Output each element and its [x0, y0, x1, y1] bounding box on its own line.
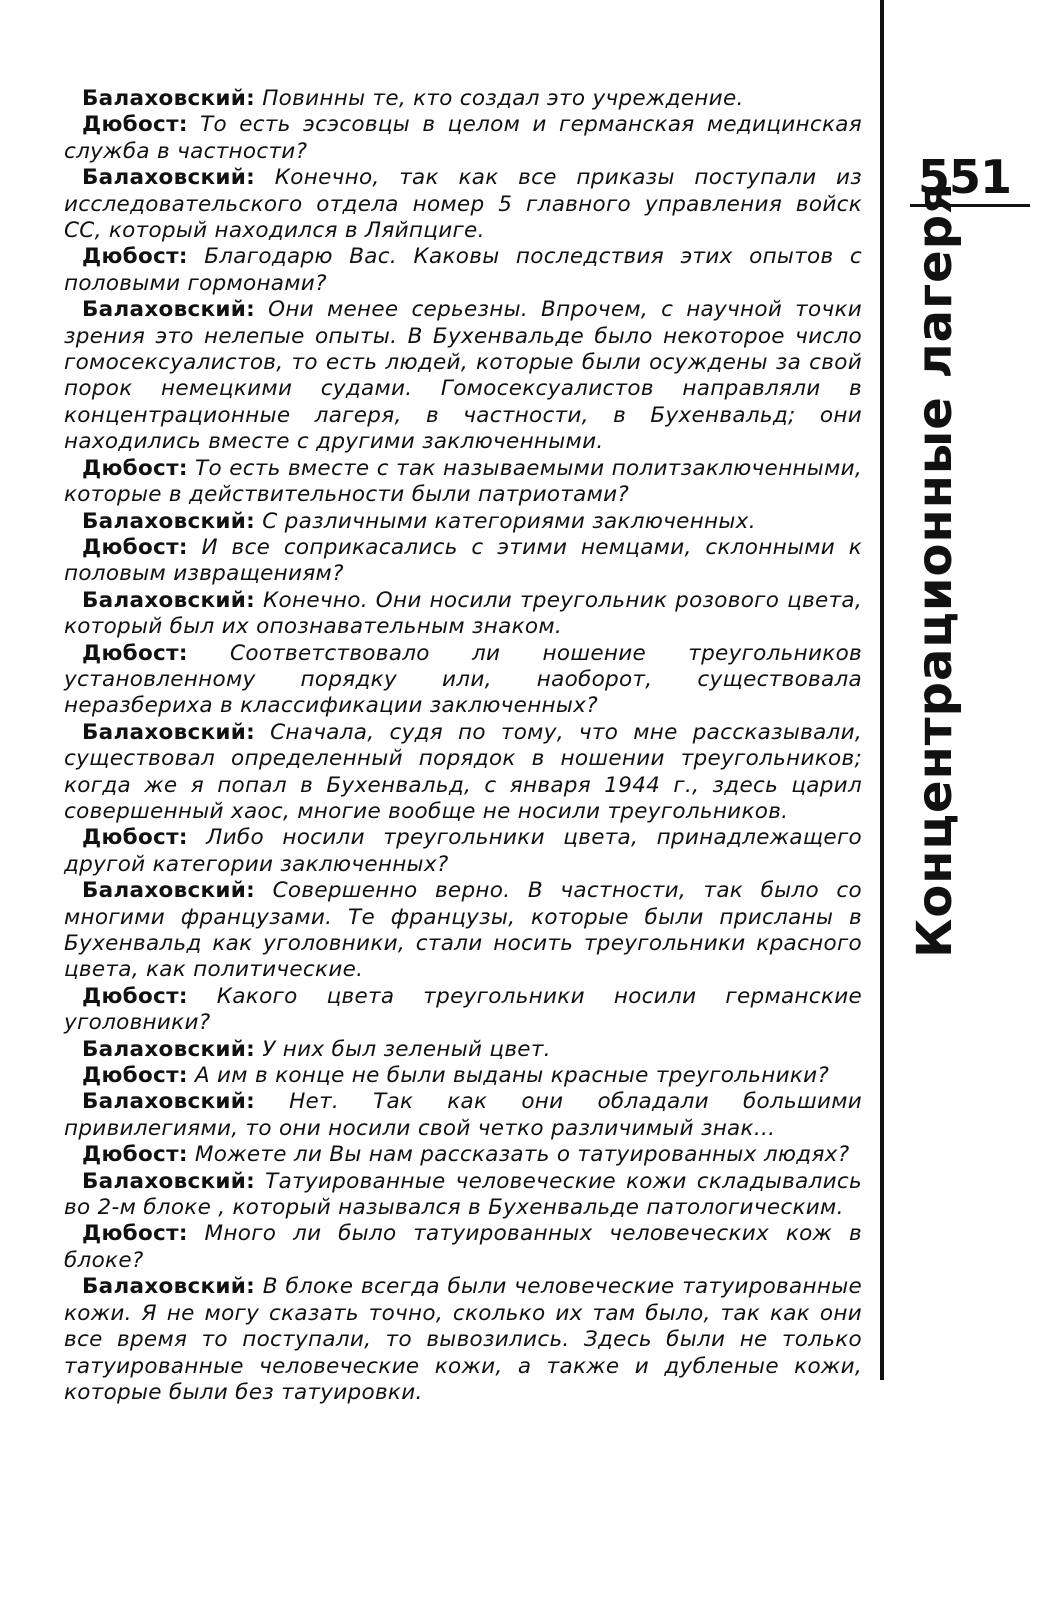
- dialogue-paragraph: [64, 1274, 862, 1406]
- running-head: Концентрационные лагеря: [907, 182, 963, 958]
- speaker-name: Балаховский:: [82, 1089, 256, 1115]
- speaker-name: Балаховский:: [82, 1168, 256, 1194]
- speech-text: Конечно. Они носили треугольник розового цвета, который был их опознавательным знаком.: [64, 587, 863, 640]
- speech-text: Либо носили треугольники цвета, принадлежащего другой категории заключенных?: [64, 825, 862, 877]
- speaker-name: Дюбост:: [82, 112, 188, 138]
- dialogue-paragraph: [64, 165, 862, 244]
- dialogue-paragraph: [64, 1142, 862, 1168]
- speaker-name: Дюбост:: [82, 640, 188, 666]
- speaker-name: Дюбост:: [82, 1142, 188, 1168]
- speech-text: Повинны те, кто создал это учреждение.: [262, 86, 744, 111]
- speaker-name: Балаховский:: [82, 1274, 256, 1300]
- dialogue-paragraph: [64, 244, 862, 297]
- speaker-name: Дюбост:: [82, 825, 188, 851]
- dialogue-paragraph: [64, 456, 862, 509]
- speaker-name: Балаховский:: [82, 508, 256, 534]
- speech-text: Благодарю Вас. Каковы последствия этих опытов с половыми гормонами?: [64, 244, 863, 296]
- dialogue-paragraph: [64, 878, 862, 984]
- speaker-name: Дюбост:: [82, 1063, 188, 1089]
- speaker-name: Дюбост:: [82, 534, 188, 560]
- speaker-name: Дюбост:: [82, 455, 188, 481]
- speaker-name: Дюбост:: [82, 244, 188, 270]
- speech-text: Нет. Так как они обладали большими привилегиями, то они носили свой четко различимый знак...: [64, 1089, 863, 1141]
- speech-text: Совершенно верно. В частности, так было со многими французами. Те французы, которые были присланы в Бухенвальд как уголовники, стали носить треугольники красного цвета, как политические.: [64, 878, 862, 983]
- speaker-name: Балаховский:: [82, 297, 256, 323]
- dialogue-paragraph: [64, 1221, 862, 1274]
- speech-text: То есть вместе с так называемыми политзаключенными, которые в действительности были патриотами?: [64, 455, 862, 508]
- dialogue-paragraph: [64, 825, 862, 878]
- speech-text: И все соприкасались с этими немцами, склонными к половым извращениям?: [64, 534, 862, 587]
- speech-text: То есть эсэсовцы в целом и германская медицинская служба в частности?: [64, 112, 862, 164]
- dialogue-paragraph: [64, 1063, 862, 1089]
- dialogue-paragraph: [64, 641, 862, 720]
- dialogue-paragraph: [64, 112, 862, 165]
- speaker-name: Балаховский:: [82, 1036, 256, 1062]
- speaker-name: Балаховский:: [82, 878, 256, 904]
- dialogue-paragraph: [64, 1037, 862, 1063]
- speech-text: Много ли было татуированных человеческих кож в блоке?: [64, 1221, 862, 1273]
- speaker-name: Балаховский:: [82, 86, 256, 111]
- speaker-name: Балаховский:: [82, 587, 256, 613]
- speech-text: С различными категориями заключенных.: [262, 508, 756, 534]
- speech-text: Татуированные человеческие кожи складывались во 2-м блоке , который назывался в Бухенвальде патологическим.: [64, 1168, 862, 1221]
- speech-text: Они менее серьезны. Впрочем, с научной точки зрения это нелепые опыты. В Бухенвальде было некоторое число гомосексуалистов, то есть людей, которые были осуждены за свой порок немецкими судами. Гомосексуалистов направляли в концентрационные лагеря, в частности, в Бухенвальд; они находились вместе с другими заключенными.: [64, 297, 863, 455]
- dialogue-paragraph: [64, 720, 862, 826]
- dialogue-paragraph: [64, 588, 862, 641]
- speech-text: А им в конце не были выданы красные треугольники?: [194, 1063, 830, 1089]
- speech-text: Какого цвета треугольники носили германские уголовники?: [64, 983, 862, 1036]
- vertical-divider: [880, 0, 884, 1380]
- speech-text: В блоке всегда были человеческие татуированные кожи. Я не могу сказать точно, сколько их там было, так как они все время то поступали, то вывозились. Здесь были не только татуированные человеческие кожи, а также и дубленые кожи, которые были без татуировки.: [64, 1274, 863, 1405]
- dialogue-paragraph: [64, 535, 862, 588]
- speech-text: Можете ли Вы нам рассказать о татуированных людях?: [194, 1142, 850, 1168]
- transcript-body: [64, 86, 862, 1406]
- dialogue-paragraph: [64, 297, 862, 455]
- dialogue-paragraph: [64, 1169, 862, 1222]
- speaker-name: Балаховский:: [82, 719, 256, 745]
- speech-text: Сначала, судя по тому, что мне рассказывали, существовал определенный порядок в ношении треугольников; когда же я попал в Бухенвальд, с января 1944 г., здесь царил совершенный хаос, многие вообще не носили треугольников.: [64, 719, 863, 824]
- speech-text: Соответствовало ли ношение треугольников установленному порядку или, наоборот, существовала неразбериха в классификации заключенных?: [64, 640, 862, 719]
- dialogue-paragraph: [64, 1089, 862, 1142]
- speech-text: Конечно, так как все приказы поступали из исследовательского отдела номер 5 главного управления войск СС, который находился в Ляйпциге.: [64, 165, 862, 244]
- speaker-name: Балаховский:: [82, 165, 256, 191]
- dialogue-paragraph: [64, 509, 862, 535]
- speaker-name: Дюбост:: [82, 983, 188, 1009]
- speech-text: У них был зеленый цвет.: [262, 1036, 551, 1062]
- speaker-name: Дюбост:: [82, 1221, 188, 1247]
- dialogue-paragraph: [64, 984, 862, 1037]
- dialogue-paragraph: [64, 86, 862, 112]
- page-number: 551: [918, 150, 1012, 204]
